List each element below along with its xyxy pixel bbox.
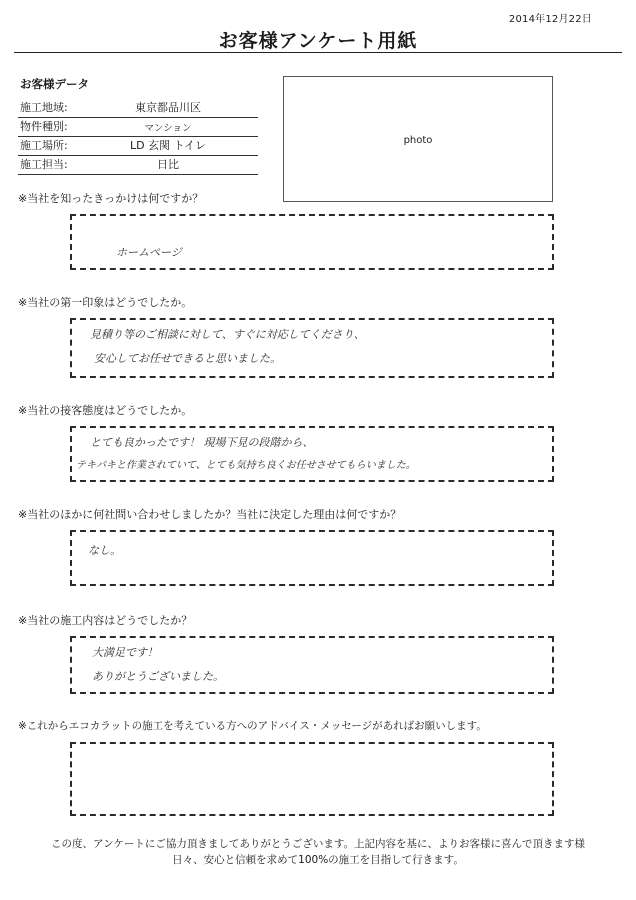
answer-box-4 xyxy=(70,530,554,586)
question-2: ※当社の第一印象はどうでしたか。 xyxy=(18,296,193,309)
answer-box-1 xyxy=(70,214,554,270)
field-label: 施工場所: xyxy=(20,139,68,152)
question-1: ※当社を知ったきっかけは何ですか？ xyxy=(18,192,204,205)
title-divider xyxy=(14,52,622,53)
field-value: 日比 xyxy=(157,158,179,171)
field-value: マンション xyxy=(144,123,192,134)
answer-3-line-1: とても良かったです！ 現場下見の段階から、 xyxy=(90,436,314,449)
field-property-type xyxy=(18,119,258,137)
photo-label: photo xyxy=(403,135,433,146)
page-title: お客様アンケート用紙 xyxy=(218,30,418,52)
answer-box-3 xyxy=(70,426,554,482)
answer-2-line-2: 安心してお任せできると思いました。 xyxy=(94,352,281,365)
answer-1-line-1: ホームページ xyxy=(116,246,182,259)
customer-data-heading: お客様データ xyxy=(20,77,89,91)
field-label: 施工担当: xyxy=(20,158,68,171)
answer-3-line-2: テキパキと作業されていて、とても気持ち良くお任せさせてもらいました。 xyxy=(76,460,416,471)
question-5: ※当社の施工内容はどうでしたか？ xyxy=(18,614,193,627)
answer-4-line-1: なし。 xyxy=(88,544,121,557)
field-construction-area xyxy=(18,100,258,118)
question-6: ※これからエコカラットの施工を考えている方へのアドバイス・メッセージがあればお願いします。 xyxy=(18,720,487,732)
footer-line-1: この度、アンケートにご協力頂きましてありがとうございます。上記内容を基に、よりお客様に喜んで頂きます様 xyxy=(50,838,586,850)
question-4: ※当社のほかに何社問い合わせしましたか？当社に決定した理由は何ですか？ xyxy=(18,508,402,521)
footer-line-2: 日々、安心と信頼を求めて100%の施工を目指して行きます。 xyxy=(172,854,464,866)
field-label: 施工地域: xyxy=(20,101,68,114)
answer-box-2 xyxy=(70,318,554,378)
answer-box-5 xyxy=(70,636,554,694)
field-value: LD 玄関 トイレ xyxy=(129,139,207,152)
field-label: 物件種別: xyxy=(20,120,68,133)
answer-5-line-2: ありがとうございました。 xyxy=(92,670,224,683)
photo-box xyxy=(283,76,553,202)
survey-date: 2014年12月22日 xyxy=(508,14,592,25)
field-construction-location xyxy=(18,138,258,156)
answer-box-6 xyxy=(70,742,554,816)
answer-5-line-1: 大満足です！ xyxy=(92,646,158,659)
field-staff-in-charge xyxy=(18,157,258,175)
answer-2-line-1: 見積り等のご相談に対して、すぐに対応してくださり、 xyxy=(90,328,365,341)
field-value: 東京都品川区 xyxy=(135,101,201,114)
question-3: ※当社の接客態度はどうでしたか。 xyxy=(18,404,193,417)
